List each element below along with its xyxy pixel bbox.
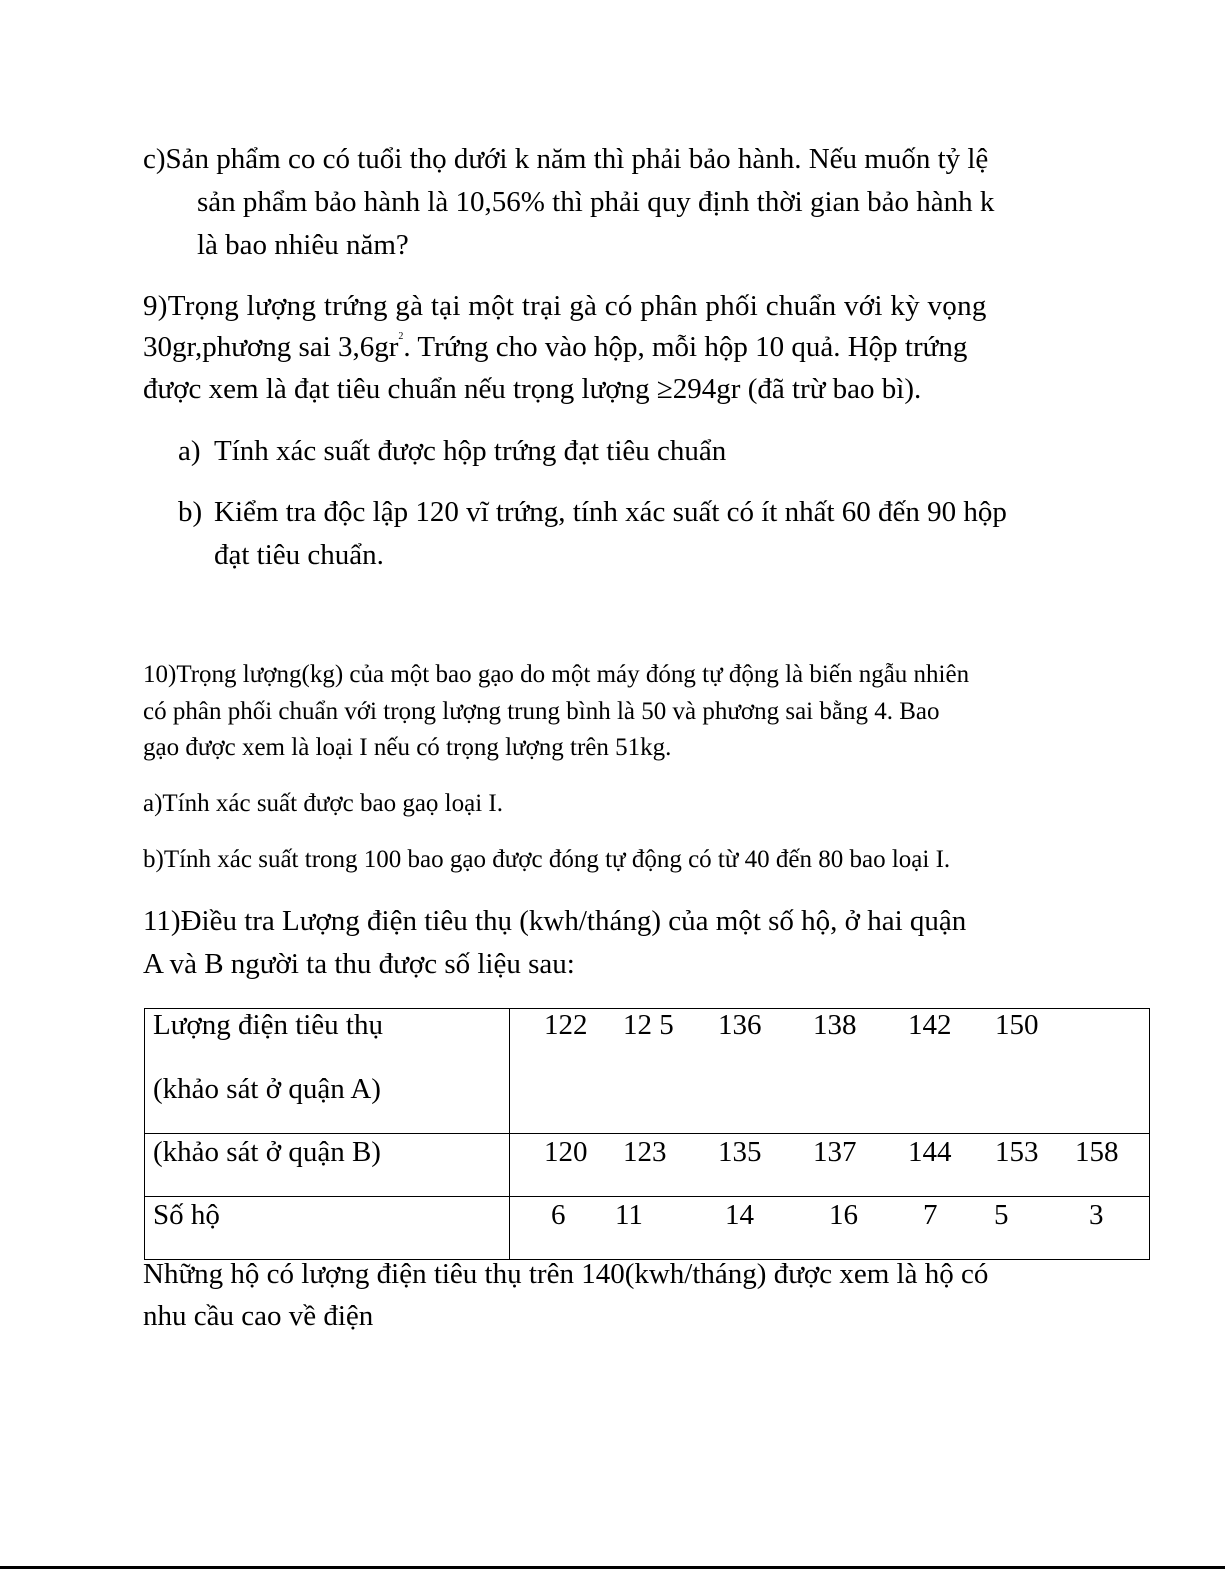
q8c-line-2: sản phẩm bảo hành là 10,56% thì phải quy định thời gian bảo hành k	[197, 186, 995, 218]
table-row-district-a	[145, 1009, 1150, 1134]
row-b-value: 153	[995, 1136, 1039, 1168]
row-a-label-line-1: Lượng điện tiêu thụ	[153, 1009, 383, 1041]
row-a-value: 136	[718, 1009, 762, 1041]
row-a-value: 150	[995, 1009, 1039, 1041]
q9-item-b-label: b)	[178, 496, 203, 528]
row-a-values-cell	[510, 1009, 1150, 1134]
row-b-value: 158	[1075, 1136, 1119, 1168]
row-a-value: 138	[813, 1009, 857, 1041]
row-n-value: 16	[829, 1199, 858, 1231]
row-b-label: (khảo sát ở quận B)	[153, 1136, 381, 1168]
q9-line-2-text-a: 30gr,phương sai 3,6gr	[143, 331, 399, 363]
q9-superscript: 2	[398, 331, 404, 343]
row-b-value: 144	[908, 1136, 952, 1168]
q8c-line-1: c)Sản phẩm co có tuổi thọ dưới k năm thì phải bảo hành. Nếu muốn tỷ lệ	[143, 143, 989, 175]
row-b-values-cell	[510, 1134, 1150, 1197]
row-n-value: 3	[1089, 1199, 1104, 1231]
row-a-value: 122	[544, 1009, 588, 1041]
row-n-value: 6	[551, 1199, 566, 1231]
q9-item-a-text: Tính xác suất được hộp trứng đạt tiêu chuẩn	[214, 435, 727, 467]
row-b-label-cell	[145, 1134, 510, 1197]
q11-after-line-2: nhu cầu cao về điện	[143, 1300, 374, 1332]
q10-line-3: gạo được xem là loại I nếu có trọng lượng trên 51kg.	[143, 734, 672, 761]
row-n-value: 14	[725, 1199, 754, 1231]
q11-line-1: 11)Điều tra Lượng điện tiêu thụ (kwh/tháng) của một số hộ, ở hai quận	[143, 905, 967, 937]
row-a-value: 142	[908, 1009, 952, 1041]
row-n-value: 11	[615, 1199, 643, 1231]
q9-line-1: 9)Trọng lượng trứng gà tại một trại gà có phân phối chuẩn với kỳ vọng	[143, 290, 987, 322]
row-n-values-cell	[510, 1197, 1150, 1260]
row-b-value: 123	[623, 1136, 667, 1168]
row-n-value: 7	[923, 1199, 938, 1231]
table-row-district-b	[145, 1134, 1150, 1197]
row-a-label-cell	[145, 1009, 510, 1134]
row-n-label-cell	[145, 1197, 510, 1260]
q8c-line-3: là bao nhiêu năm?	[197, 229, 409, 261]
table-row-household-count	[145, 1197, 1150, 1260]
q10-item-a: a)Tính xác suất được bao gaọ loại I.	[143, 790, 503, 817]
row-b-value: 137	[813, 1136, 857, 1168]
row-b-value: 120	[544, 1136, 588, 1168]
q10-line-1: 10)Trọng lượng(kg) của một bao gạo do một máy đóng tự động là biến ngẫu nhiên	[143, 661, 970, 688]
q11-after-line-1: Những hộ có lượng điện tiêu thụ trên 140(kwh/tháng) được xem là hộ có	[143, 1258, 989, 1290]
row-a-value: 12 5	[623, 1009, 674, 1041]
q11-line-2: A và B người ta thu được số liệu sau:	[143, 948, 575, 980]
q9-item-b-text-1: Kiểm tra độc lập 120 vĩ trứng, tính xác suất có ít nhất 60 đến 90 hộp	[214, 496, 1007, 528]
page-bottom-rule	[0, 1566, 1225, 1569]
q9-item-b-text-2: đạt tiêu chuẩn.	[214, 539, 384, 571]
row-n-label: Số hộ	[153, 1199, 220, 1231]
q9-item-a-label: a)	[178, 435, 201, 467]
q10-line-2: có phân phối chuẩn với trọng lượng trung bình là 50 và phương sai bằng 4. Bao	[143, 698, 940, 725]
q9-line-3: được xem là đạt tiêu chuẩn nếu trọng lượng ≥294gr (đã trừ bao bì).	[143, 373, 922, 405]
row-b-value: 135	[718, 1136, 762, 1168]
row-a-label-line-2: (khảo sát ở quận A)	[153, 1073, 381, 1105]
consumption-table	[144, 1008, 1150, 1260]
q10-item-b: b)Tính xác suất trong 100 bao gạo được đóng tự động có từ 40 đến 80 bao loại I.	[143, 846, 951, 873]
q9-line-2	[143, 331, 967, 364]
row-n-value: 5	[994, 1199, 1009, 1231]
q9-line-2-text-b: . Trứng cho vào hộp, mỗi hộp 10 quả. Hộp trứng	[403, 331, 968, 363]
